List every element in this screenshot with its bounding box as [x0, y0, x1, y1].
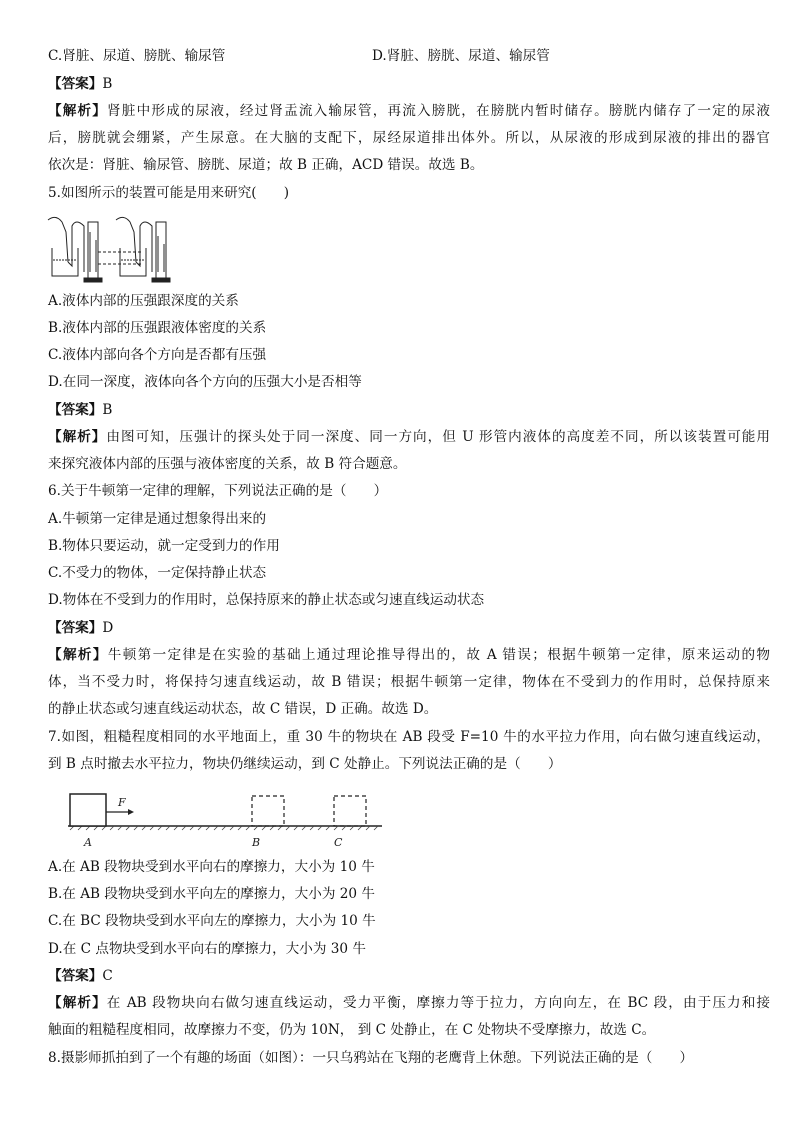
q5-answer — [48, 401, 770, 419]
q4-option-c: C.肾脏、尿道、膀胱、输尿管 — [48, 48, 226, 64]
analysis-tag: 【解析】 — [48, 995, 107, 1011]
q5-stem: 5.如图所示的装置可能是用来研究( ) — [48, 185, 290, 201]
q7-answer — [48, 967, 770, 985]
hand-right — [116, 217, 136, 262]
answer-value: B — [102, 402, 113, 418]
q6-analysis-line-3: 的静止状态或匀速直线运动状态，故 C 错误，D 正确。故选 D。 — [48, 701, 438, 717]
q4-analysis-line-3: 依次是：肾脏、输尿管、膀胱、尿道；故 B 正确，ACD 错误。故选 B。 — [48, 157, 484, 173]
q7-analysis-line-1 — [48, 994, 770, 1012]
point-b-label: B — [252, 836, 261, 849]
answer-tag: 【答案】 — [48, 620, 103, 636]
analysis-tag: 【解析】 — [48, 429, 107, 445]
q8-stem: 8.摄影师抓拍到了一个有趣的场面（如图）：一只乌鸦站在飞翔的老鹰背上休憩。下列说法正确的是（ ） — [48, 1050, 694, 1066]
q5-option-c: C.液体内部向各个方向是否都有压强 — [48, 347, 267, 363]
force-label: F — [118, 796, 126, 809]
analysis-text: 在 AB 段物块向右做匀速直线运动，受力平衡，摩擦力等于拉力，方向向左，在 BC 段，由于压力和接 — [106, 995, 771, 1011]
analysis-text: 肾脏中形成的尿液，经过肾盂流入输尿管，再流入膀胱，在膀胱内暂时储存。膀胱内储存了一定的尿液 — [107, 103, 771, 119]
answer-tag: 【答案】 — [48, 76, 103, 92]
analysis-text: 由图可知，压强计的探头处于同一深度、同一方向，但 U 形管内液体的高度差不同，所以该装置可能用 — [106, 429, 771, 445]
hand-left — [48, 217, 68, 262]
answer-value: C — [102, 968, 113, 984]
q7-option-a: A.在 AB 段物块受到水平向右的摩擦力，大小为 10 牛 — [48, 859, 375, 875]
force-arrowhead — [128, 809, 134, 815]
block-friction-figure — [66, 792, 384, 850]
analysis-text: 牛顿第一定律是在实验的基础上通过理论推导得出的，故 A 错误；根据牛顿第一定律，原来运动的物 — [107, 647, 770, 663]
q6-analysis-line-1 — [48, 646, 770, 664]
block-at-b — [252, 796, 284, 826]
q7-stem-line-2: 到 B 点时撤去水平拉力，物块仍继续运动，到 C 处静止。下列说法正确的是（ ） — [48, 756, 562, 772]
point-a-label: A — [84, 836, 92, 849]
q6-option-d: D.物体在不受到力的作用时，总保持原来的静止状态或匀速直线运动状态 — [48, 592, 485, 608]
answer-tag: 【答案】 — [48, 968, 103, 984]
q5-analysis-line-2: 来探究液体内部的压强与液体密度的关系，故 B 符合题意。 — [48, 456, 407, 472]
pressure-gauge-figure — [46, 212, 196, 284]
q5-analysis-line-1 — [48, 428, 770, 446]
q7-option-c: C.在 BC 段物块受到水平向左的摩擦力，大小为 10 牛 — [48, 913, 376, 929]
block-at-a — [70, 794, 106, 826]
q6-analysis-line-2: 体，当不受力时，将保持匀速直线运动，故 B 错误；根据牛顿第一定律，物体在不受到力的作用时，总保持原来 — [48, 674, 770, 690]
q5-option-d: D.在同一深度，液体向各个方向的压强大小是否相等 — [48, 374, 362, 390]
q4-option-d: D.肾脏、膀胱、尿道、输尿管 — [372, 48, 550, 64]
q4-analysis-line-1 — [48, 102, 770, 120]
q6-option-a: A.牛顿第一定律是通过想象得出来的 — [48, 511, 267, 527]
tube-right — [136, 222, 152, 272]
q6-stem: 6.关于牛顿第一定律的理解，下列说法正确的是（ ） — [48, 483, 388, 499]
q6-answer — [48, 619, 770, 637]
q5-option-a: A.液体内部的压强跟深度的关系 — [48, 293, 239, 309]
beaker-left — [52, 248, 78, 276]
answer-value: B — [102, 76, 113, 92]
block-at-c — [334, 796, 366, 826]
q6-option-b: B.物体只要运动，就一定受到力的作用 — [48, 538, 280, 554]
tube-left — [68, 222, 84, 272]
q5-option-b: B.液体内部的压强跟液体密度的关系 — [48, 320, 267, 336]
q7-analysis-line-2: 触面的粗糙程度相同，故摩擦力不变，仍为 10N， 到 C 处静止，在 C 处物块不受摩擦力，故选 C。 — [48, 1022, 656, 1038]
q6-option-c: C.不受力的物体，一定保持静止状态 — [48, 565, 267, 581]
q7-stem-line-1: 7.如图，粗糙程度相同的水平地面上，重 30 牛的物块在 AB 段受 F=10 牛的水平拉力作用，向右做匀速直线运动， — [48, 729, 770, 745]
analysis-tag: 【解析】 — [48, 647, 108, 663]
q4-answer — [48, 75, 770, 93]
point-c-label: C — [334, 836, 343, 849]
q7-option-d: D.在 C 点物块受到水平向右的摩擦力，大小为 30 牛 — [48, 941, 366, 957]
analysis-tag: 【解析】 — [48, 103, 108, 119]
answer-value: D — [102, 620, 114, 636]
answer-tag: 【答案】 — [48, 402, 103, 418]
q7-option-b: B.在 AB 段物块受到水平向左的摩擦力，大小为 20 牛 — [48, 886, 375, 902]
q4-analysis-line-2: 后，膀胱就会绷紧，产生尿意。在大脑的支配下，尿经尿道排出体外。所以，从尿液的形成到尿液的排出的器官 — [48, 130, 770, 146]
